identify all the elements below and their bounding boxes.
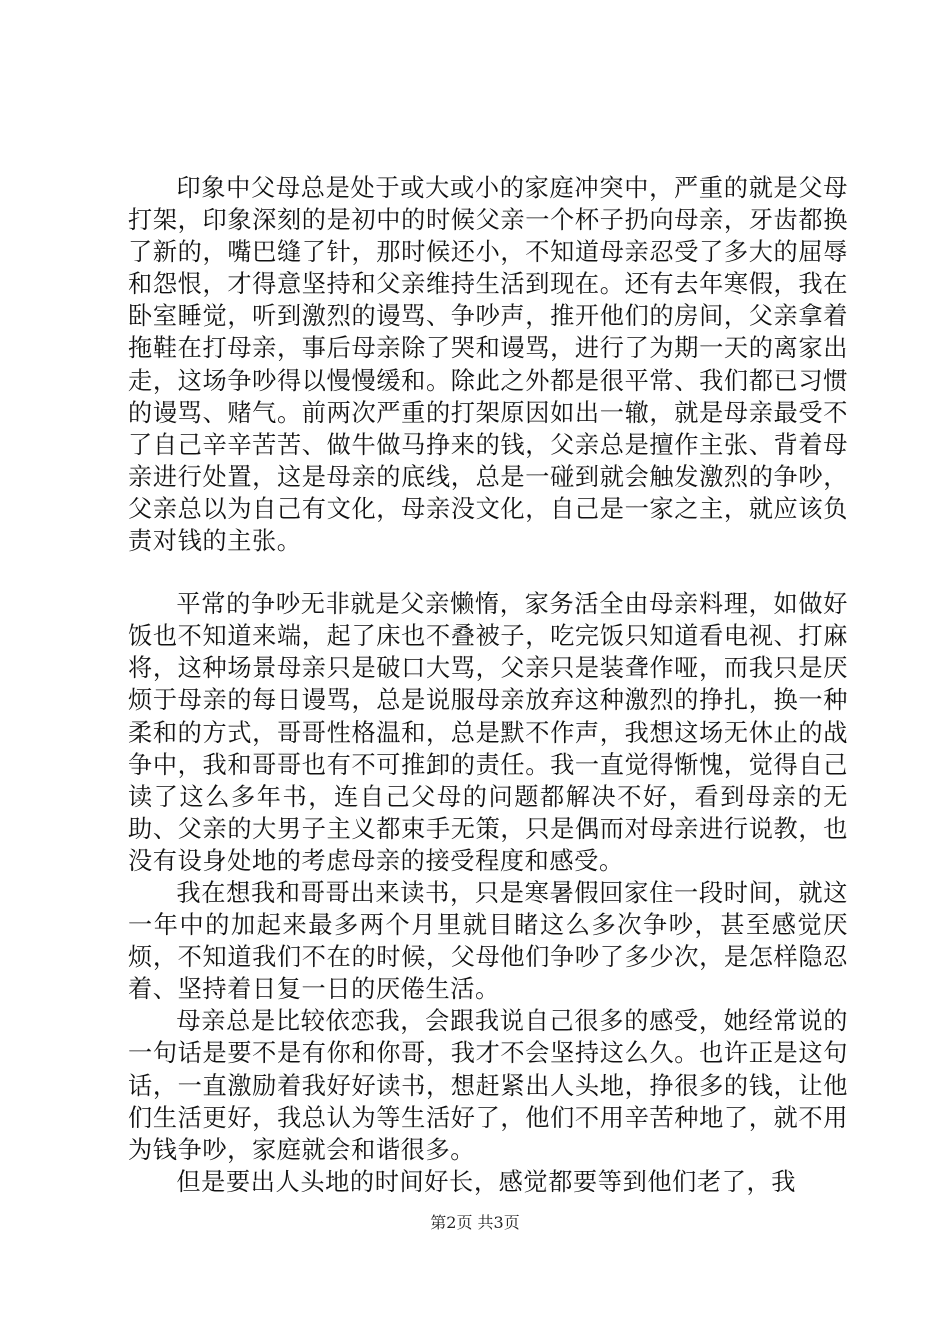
page-number-footer: 第2页 共3页 <box>430 1213 520 1232</box>
paragraph-4: 母亲总是比较依恋我，会跟我说自己很多的感受，她经常说的一句话是要不是有你和你哥，我才不会坚持这么久。也许正是这句话，一直激励着我好好读书，想赶紧出人头地，挣很多的钱，让他们生活更好，我总认为等生活好了，他们不用辛苦种地了，就不用为钱争吵，家庭就会和谐很多。 <box>128 1007 848 1164</box>
paragraph-5: 但是要出人头地的时间好长，感觉都要等到他们老了，我 <box>176 1167 797 1196</box>
paragraph-3: 我在想我和哥哥出来读书，只是寒暑假回家住一段时间，就这一年中的加起来最多两个月里就目睹这么多次争吵，甚至感觉厌烦，不知道我们不在的时候，父母他们争吵了多少次，是怎样隐忍着、坚持着日复一日的厌倦生活。 <box>128 878 848 1004</box>
paragraph-2: 平常的争吵无非就是父亲懒惰，家务活全由母亲料理，如做好饭也不知道来端，起了床也不叠被子，吃完饭只知道看电视、打麻将，这种场景母亲只是破口大骂，父亲只是装聋作哑，而我只是厌烦于母亲的每日谩骂，总是说服母亲放弃这种激烈的挣扎，换一种柔和的方式，哥哥性格温和，总是默不作声，我想这场无休止的战争中，我和哥哥也有不可推卸的责任。我一直觉得惭愧，觉得自己读了这么多年书，连自己父母的问题都解决不好，看到母亲的无助、父亲的大男子主义都束手无策，只是偶而对母亲进行说教，也没有设身处地的考虑母亲的接受程度和感受。 <box>128 590 848 875</box>
paragraph-1: 印象中父母总是处于或大或小的家庭冲突中，严重的就是父母打架，印象深刻的是初中的时候父亲一个杯子扔向母亲，牙齿都换了新的，嘴巴缝了针，那时候还小，不知道母亲忍受了多大的屈辱和怨恨，才得意坚持和父亲维持生活到现在。还有去年寒假，我在卧室睡觉，听到激烈的谩骂、争吵声，推开他们的房间，父亲拿着拖鞋在打母亲，事后母亲除了哭和谩骂，进行了为期一天的离家出走，这场争吵得以慢慢缓和。除此之外都是很平常、我们都已习惯的谩骂、赌气。前两次严重的打架原因如出一辙，就是母亲最受不了自己辛辛苦苦、做牛做马挣来的钱，父亲总是擅作主张、背着母亲进行处置，这是母亲的底线，总是一碰到就会触发激烈的争吵，父亲总以为自己有文化，母亲没文化，自己是一家之主，就应该负责对钱的主张。 <box>128 174 848 556</box>
document-body <box>128 172 848 1198</box>
